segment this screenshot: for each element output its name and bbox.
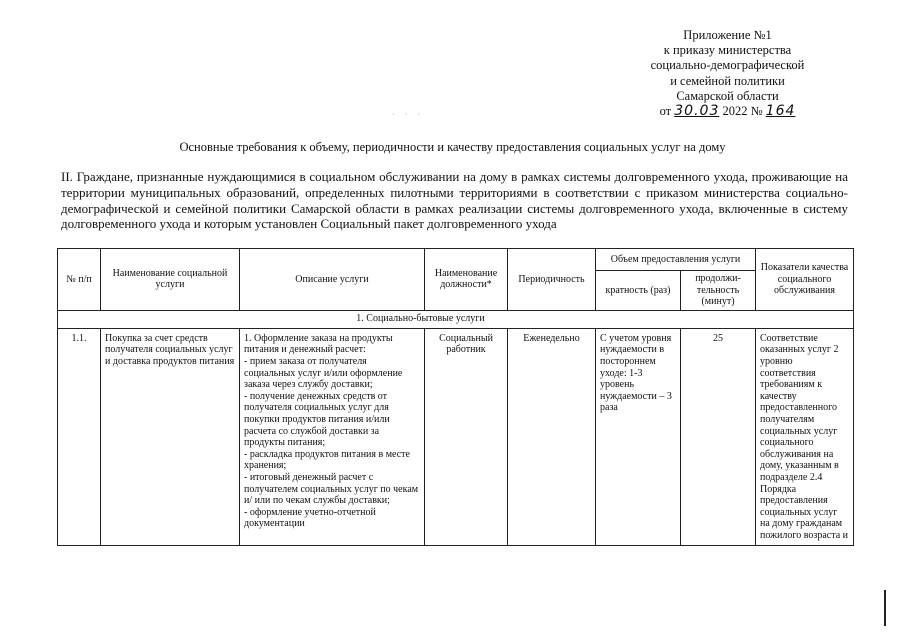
cell-quality: Соответствие оказанных услуг 2 уровню соответствия требованиям к качеству предоставленного получателям социальных услуг социального обслуживания на дому, указанным в подразделе 2.4 Порядка предоставления социальных услуг на дому гражданам пожилого возраста и xyxy=(756,328,854,546)
document-title: Основные требования к объему, периодичности и качеству предоставления социальных услуг на дому xyxy=(179,140,726,154)
appendix-line: к приказу министерства xyxy=(663,43,792,58)
description-line: - раскладка продуктов питания в месте хранения; xyxy=(244,448,410,472)
header-volume: Объем предоставления услуги xyxy=(596,249,756,271)
description-line: - итоговый денежный расчет с получателем социальных услуг по чекам и/ или по чекам службы доставки; xyxy=(244,471,419,507)
handwritten-date: 30.03 xyxy=(674,103,720,120)
description-line: 1. Оформление заказа на продукты питания и денежный расчет: xyxy=(244,332,393,356)
header-position: Наименование должности* xyxy=(425,249,508,311)
description-line: - прием заказа от получателя социальных услуг и/или оформление заказа через службу доставки; xyxy=(244,355,403,391)
cell-periodicity: Еженедельно xyxy=(508,328,596,546)
requirements-table xyxy=(57,248,854,546)
scan-edge-line xyxy=(884,590,886,626)
section-heading-text: II. Граждане, признанные нуждающимися в социальном обслуживании на дому в рамках системы долговременного ухода, проживающие на территории муниципальных образований, определенных пилотными территориями в соответствии с приказом министерства социально-демографической и семейной политики Самарской области в рамках реализации системы долговременного ухода, включенные в систему долговременного ухода и которым установлен Социальный пакет долговременного ухода xyxy=(61,169,848,232)
appendix-date-line xyxy=(600,104,855,119)
cell-duration: 25 xyxy=(681,328,756,546)
header-periodicity: Периодичность xyxy=(508,249,596,311)
header-duration: продолжи-тельность (минут) xyxy=(681,271,756,311)
cell-name: Покупка за счет средств получателя социальных услуг и доставка продуктов питания xyxy=(101,328,240,546)
appendix-line: Приложение №1 xyxy=(683,28,772,42)
header-num: № п/п xyxy=(58,249,101,311)
cell-position: Социальный работник xyxy=(425,328,508,546)
cell-num: 1.1. xyxy=(58,328,101,546)
appendix-line: социально-демографической xyxy=(650,58,805,73)
header-description: Описание услуги xyxy=(240,249,425,311)
handwritten-number: 164 xyxy=(765,103,796,120)
header-multiplicity: кратность (раз) xyxy=(596,271,681,311)
date-year: 2022 № xyxy=(722,104,763,119)
header-name: Наименование социальной услуги xyxy=(101,249,240,311)
section-heading-box xyxy=(57,168,852,232)
cell-description xyxy=(240,328,425,546)
description-line: - оформление учетно-отчетной документации xyxy=(244,506,376,530)
appendix-line: Самарской области xyxy=(676,88,779,103)
cell-multiplicity: С учетом уровня нуждаемости в постороннем уходе: 1-3 уровень нуждаемости – 3 раза xyxy=(596,328,681,546)
header-quality: Показатели качества социального обслуживания xyxy=(756,249,854,311)
scan-artifact: · · · xyxy=(392,110,424,119)
description-line: - получение денежных средств от получателя социальных услуг для покупки продуктов питания и/или расчета со службой доставки за продукты питания; xyxy=(244,390,390,449)
appendix-line: и семейной политики xyxy=(670,73,785,88)
date-prefix: от xyxy=(659,104,672,119)
appendix-header xyxy=(600,28,855,119)
group-row: 1. Социально-бытовые услуги xyxy=(58,310,854,328)
